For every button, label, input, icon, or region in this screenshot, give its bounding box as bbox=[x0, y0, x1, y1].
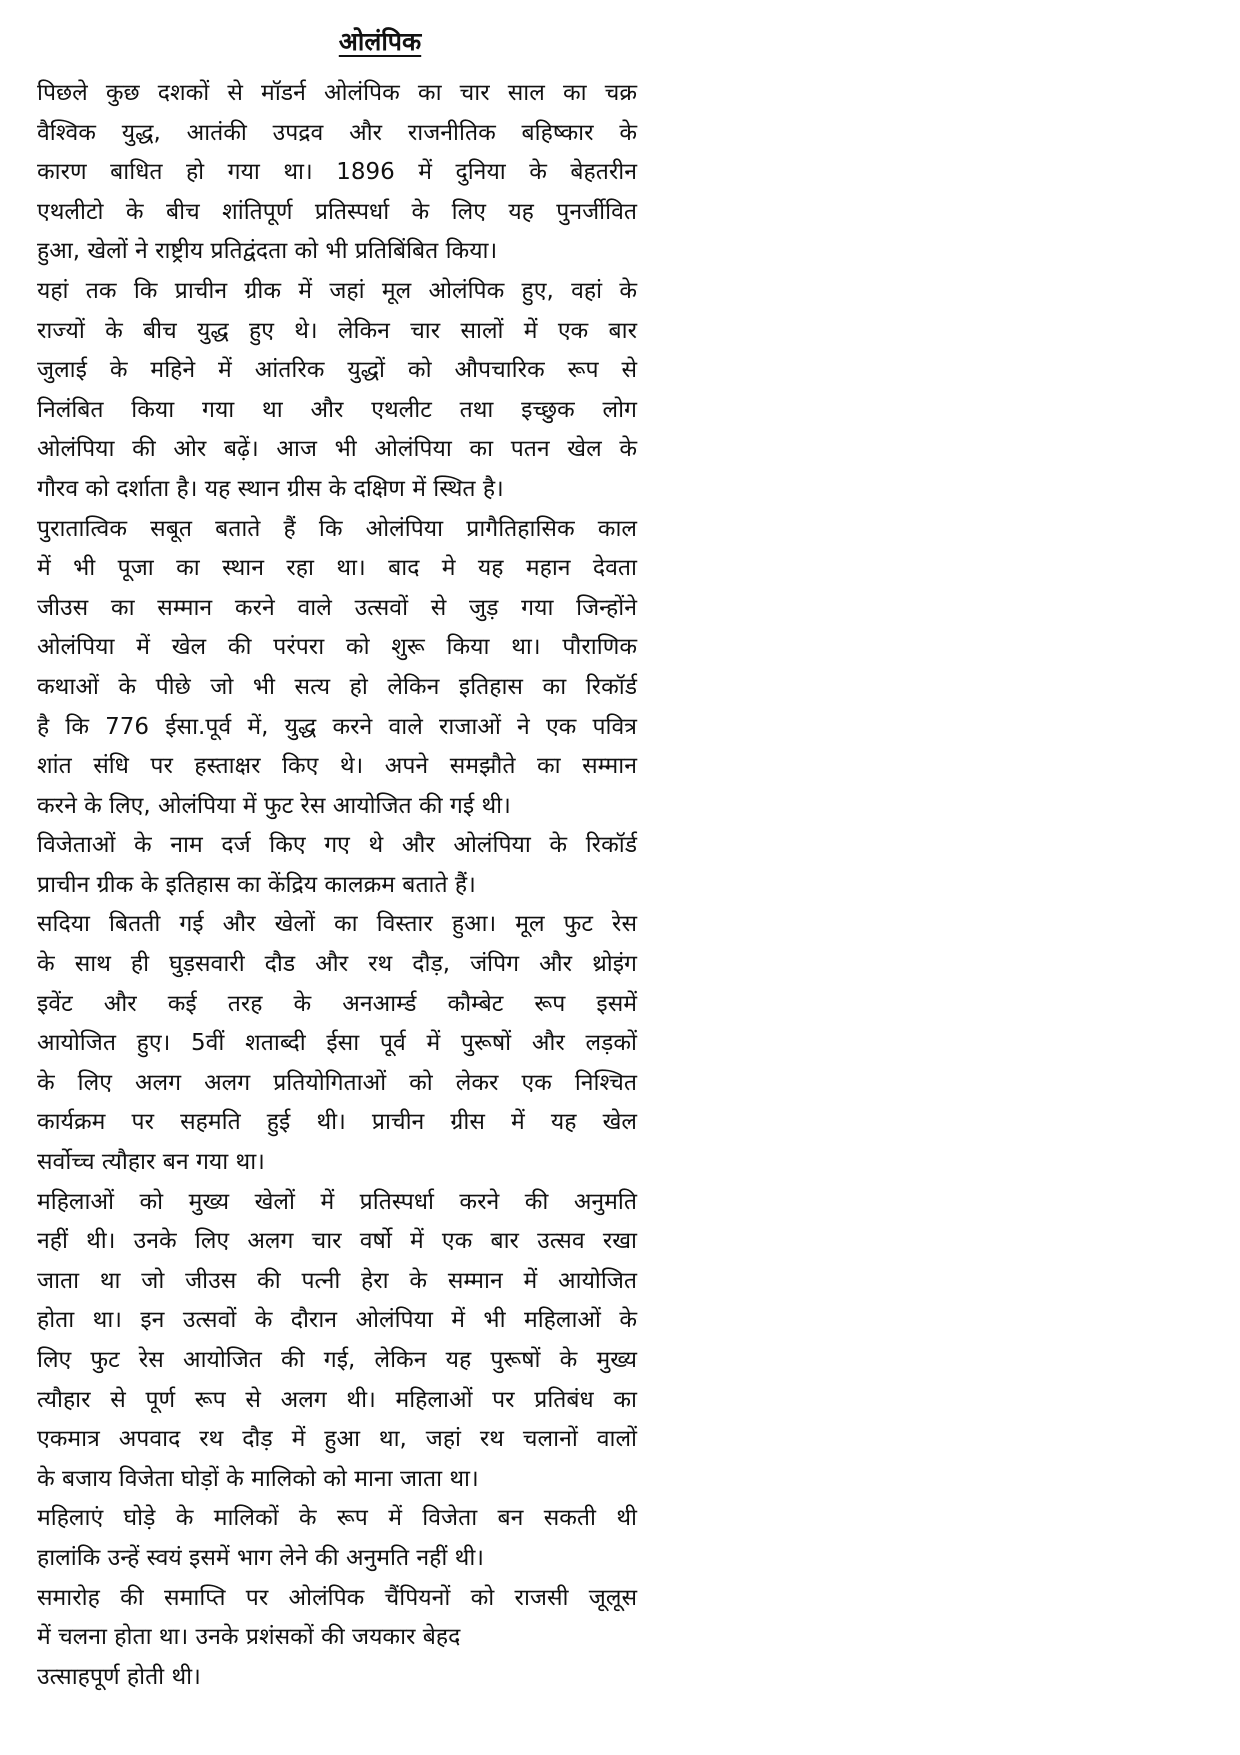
text-line: नहीं थी। उनके लिए अलग चार वर्षो में एक बार उत्सव रखा bbox=[37, 1228, 637, 1255]
text-line: में चलना होता था। उनके प्रशंसकों की जयकार बेहद bbox=[37, 1624, 461, 1651]
text-line: शांत संधि पर हस्ताक्षर किए थे। अपने समझौते का सम्मान bbox=[37, 753, 637, 780]
text-line: कथाओं के पीछे जो भी सत्य हो लेकिन इतिहास का रिकॉर्ड bbox=[37, 673, 637, 700]
text-line: एकमात्र अपवाद रथ दौड़ में हुआ था, जहां रथ चलानों वालों bbox=[37, 1426, 637, 1453]
text-line: के लिए अलग अलग प्रतियोगिताओं को लेकर एक निश्चित bbox=[37, 1069, 637, 1096]
text-line: प्राचीन ग्रीक के इतिहास का केंद्रिय कालक्रम बताते हैं। bbox=[37, 871, 476, 898]
text-line: इवेंट और कई तरह के अनआर्म्ड कौम्बेट रूप इसमें bbox=[37, 990, 637, 1017]
text-line: कार्यक्रम पर सहमति हुई थी। प्राचीन ग्रीस में यह खेल bbox=[37, 1109, 637, 1136]
text-line: होता था। इन उत्सवों के दौरान ओलंपिया में भी महिलाओं के bbox=[37, 1307, 637, 1334]
text-line: समारोह की समाप्ति पर ओलंपिक चैंपियनों को राजसी जूलूस bbox=[37, 1584, 637, 1611]
text-line: के बजाय विजेता घोड़ों के मालिको को माना जाता था। bbox=[37, 1465, 479, 1492]
text-line: त्यौहार से पूर्ण रूप से अलग थी। महिलाओं पर प्रतिबंध का bbox=[37, 1386, 637, 1413]
text-line: उत्साहपूर्ण होती थी। bbox=[37, 1663, 201, 1690]
text-line: गौरव को दर्शाता है। यह स्थान ग्रीस के दक्षिण में स्थित है। bbox=[37, 475, 504, 502]
text-line: कारण बाधित हो गया था। 1896 में दुनिया के बेहतरीन bbox=[37, 159, 637, 186]
text-line: महिलाएं घोड़े के मालिकों के रूप में विजेता बन सकती थी bbox=[37, 1505, 637, 1532]
text-line: विजेताओं के नाम दर्ज किए गए थे और ओलंपिया के रिकॉर्ड bbox=[37, 832, 637, 859]
text-line: पिछले कुछ दशकों से मॉडर्न ओलंपिक का चार साल का चक्र bbox=[37, 80, 637, 106]
text-line: हालांकि उन्हें स्वयं इसमें भाग लेने की अनुमति नहीं थी। bbox=[37, 1544, 485, 1571]
text-line: ओलंपिया की ओर बढ़ें। आज भी ओलंपिया का पतन खेल के bbox=[37, 436, 637, 463]
document-body bbox=[37, 74, 637, 1697]
text-line: हुआ, खेलों ने राष्ट्रीय प्रतिद्वंदता को भी प्रतिबिंबित किया। bbox=[37, 238, 498, 265]
text-line: महिलाओं को मुख्य खेलों में प्रतिस्पर्धा करने की अनुमति bbox=[37, 1188, 637, 1215]
text-line: जीउस का सम्मान करने वाले उत्सवों से जुड़ गया जिन्होंने bbox=[37, 594, 637, 621]
text-line: है कि 776 ईसा.पूर्व में, युद्ध करने वाले राजाओं ने एक पवित्र bbox=[37, 713, 637, 740]
text-line: जुलाई के महिने में आंतरिक युद्धों को औपचारिक रूप से bbox=[37, 357, 637, 384]
text-line: निलंबित किया गया था और एथलीट तथा इच्छुक लोग bbox=[37, 396, 637, 423]
text-line: करने के लिए, ओलंपिया में फुट रेस आयोजित की गई थी। bbox=[37, 792, 511, 819]
text-line: सर्वोच्च त्यौहार बन गया था। bbox=[37, 1149, 265, 1176]
text-line: जाता था जो जीउस की पत्नी हेरा के सम्मान में आयोजित bbox=[37, 1267, 637, 1294]
document-title: ओलंपिक bbox=[338, 27, 422, 56]
text-line: यहां तक कि प्राचीन ग्रीक में जहां मूल ओलंपिक हुए, वहां के bbox=[37, 277, 637, 304]
text-line: लिए फुट रेस आयोजित की गई, लेकिन यह पुरूषों के मुख्य bbox=[37, 1347, 637, 1373]
text-line: आयोजित हुए। 5वीं शताब्दी ईसा पूर्व में पुरूषों और लड़कों bbox=[37, 1030, 637, 1057]
text-line: एथलीटो के बीच शांतिपूर्ण प्रतिस्पर्धा के लिए यह पुनर्जीवित bbox=[37, 198, 637, 225]
text-line: सदिया बितती गई और खेलों का विस्तार हुआ। मूल फुट रेस bbox=[37, 911, 637, 938]
text-line: ओलंपिया में खेल की परंपरा को शुरू किया था। पौराणिक bbox=[37, 634, 637, 661]
text-line: के साथ ही घुड़सवारी दौड और रथ दौड़, जंपिग और थ्रोइंग bbox=[37, 951, 637, 978]
text-line: राज्यों के बीच युद्ध हुए थे। लेकिन चार सालों में एक बार bbox=[37, 317, 637, 344]
text-line: पुरातात्विक सबूत बताते हैं कि ओलंपिया प्रागैतिहासिक काल bbox=[37, 515, 637, 542]
text-line: वैश्विक युद्ध, आतंकी उपद्रव और राजनीतिक बहिष्कार के bbox=[37, 119, 637, 146]
text-line: में भी पूजा का स्थान रहा था। बाद मे यह महान देवता bbox=[37, 555, 637, 582]
